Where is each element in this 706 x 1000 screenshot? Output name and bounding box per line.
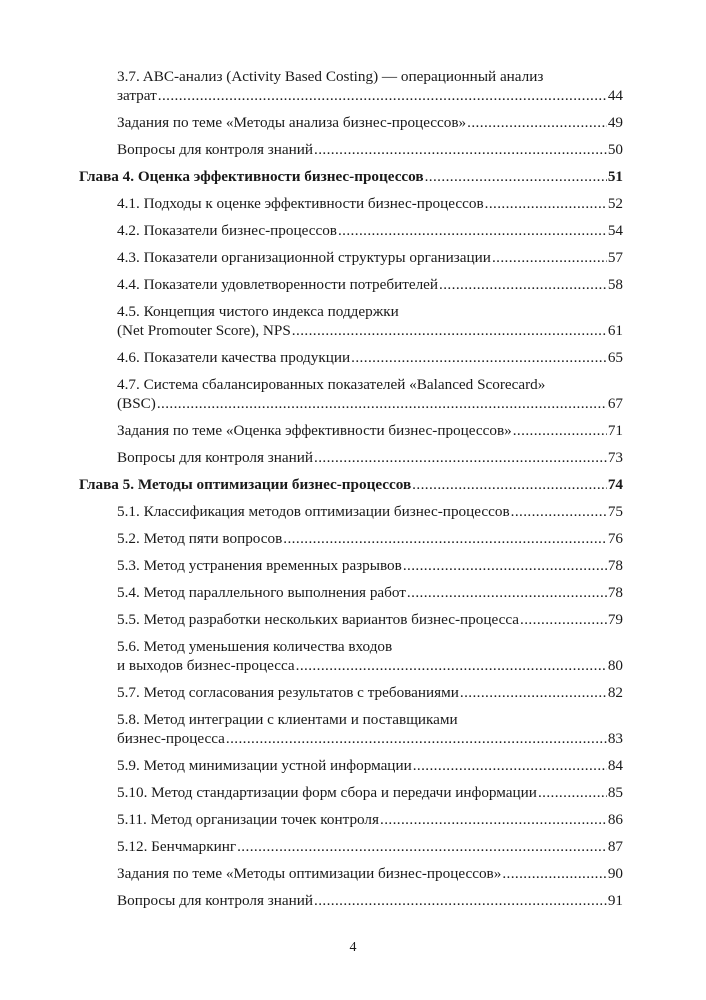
toc-entry-title: 5.10. Метод стандартизации форм сбора и передачи информации bbox=[117, 784, 537, 801]
dot-leader bbox=[511, 502, 607, 521]
toc-entry-line bbox=[117, 729, 623, 748]
toc-entry-line bbox=[117, 891, 623, 910]
toc-entry-title: (Net Promouter Score), NPS bbox=[117, 322, 291, 339]
dot-leader bbox=[292, 321, 607, 340]
toc-entry[interactable] bbox=[79, 302, 623, 340]
toc-entry-page: 61 bbox=[607, 322, 623, 339]
toc-entry[interactable] bbox=[79, 637, 623, 675]
dot-leader bbox=[492, 248, 607, 267]
toc-entry-line bbox=[117, 656, 623, 675]
toc-entry-title: Вопросы для контроля знаний bbox=[117, 892, 313, 909]
toc-entry-title: 4.2. Показатели бизнес-процессов bbox=[117, 222, 337, 239]
toc-chapter-entry[interactable] bbox=[79, 475, 623, 494]
dot-leader bbox=[513, 421, 607, 440]
dot-leader bbox=[485, 194, 607, 213]
toc-entry-line bbox=[117, 810, 623, 829]
toc-entry-line bbox=[117, 583, 623, 602]
dot-leader bbox=[314, 140, 607, 159]
toc-entry[interactable] bbox=[79, 864, 623, 883]
toc-entry-page: 49 bbox=[607, 114, 623, 131]
toc-entry-page: 57 bbox=[607, 249, 623, 266]
toc-entry-title: 5.5. Метод разработки нескольких вариантов бизнес-процесса bbox=[117, 611, 520, 628]
dot-leader bbox=[538, 783, 607, 802]
toc-entry-page: 75 bbox=[607, 503, 623, 520]
toc-chapter-entry[interactable] bbox=[79, 167, 623, 186]
toc-entry-page: 80 bbox=[607, 657, 623, 674]
toc-entry[interactable] bbox=[79, 113, 623, 132]
toc-entry-title: затрат bbox=[117, 87, 157, 104]
toc-entry-page: 85 bbox=[607, 784, 623, 801]
toc-entry[interactable] bbox=[79, 275, 623, 294]
dot-leader bbox=[467, 113, 607, 132]
toc-entry-page: 52 bbox=[607, 195, 623, 212]
toc-entry[interactable] bbox=[79, 502, 623, 521]
toc-entry-title: Глава 4. Оценка эффективности бизнес-процессов bbox=[79, 168, 424, 185]
dot-leader bbox=[413, 756, 607, 775]
dot-leader bbox=[296, 656, 607, 675]
toc-entry-page: 76 bbox=[607, 530, 623, 547]
toc-entry-page: 87 bbox=[607, 838, 623, 855]
toc-entry-line bbox=[117, 275, 623, 294]
toc-entry[interactable] bbox=[79, 140, 623, 159]
toc-entry-page: 91 bbox=[607, 892, 623, 909]
dot-leader bbox=[502, 864, 607, 883]
dot-leader bbox=[158, 86, 607, 105]
toc-entry[interactable] bbox=[79, 221, 623, 240]
toc-entry-line bbox=[117, 864, 623, 883]
dot-leader bbox=[314, 891, 607, 910]
table-of-contents bbox=[79, 67, 623, 918]
dot-leader bbox=[338, 221, 607, 240]
toc-entry-line bbox=[117, 140, 623, 159]
dot-leader bbox=[425, 167, 607, 186]
toc-entry-line bbox=[117, 610, 623, 629]
dot-leader bbox=[520, 610, 607, 629]
toc-entry-page: 54 bbox=[607, 222, 623, 239]
toc-entry[interactable] bbox=[79, 710, 623, 748]
toc-entry-title: 5.11. Метод организации точек контроля bbox=[117, 811, 379, 828]
toc-entry-title-first-line: 4.7. Система сбалансированных показателей «Balanced Scorecard» bbox=[117, 376, 546, 393]
dot-leader bbox=[314, 448, 607, 467]
toc-entry-page: 65 bbox=[607, 349, 623, 366]
toc-entry-line bbox=[117, 556, 623, 575]
toc-entry-line bbox=[117, 194, 623, 213]
dot-leader bbox=[380, 810, 607, 829]
toc-entry-line bbox=[117, 756, 623, 775]
toc-entry-page: 71 bbox=[607, 422, 623, 439]
toc-entry-title-first-line: 4.5. Концепция чистого индекса поддержки bbox=[117, 303, 399, 320]
toc-entry-title: 4.6. Показатели качества продукции bbox=[117, 349, 351, 366]
dot-leader bbox=[460, 683, 607, 702]
toc-entry-title: 5.7. Метод согласования результатов с требованиями bbox=[117, 684, 459, 701]
toc-entry-line bbox=[117, 837, 623, 856]
dot-leader bbox=[403, 556, 607, 575]
toc-entry[interactable] bbox=[79, 67, 623, 105]
toc-entry[interactable] bbox=[79, 610, 623, 629]
toc-entry-title: бизнес-процесса bbox=[117, 730, 225, 747]
toc-entry-page: 90 bbox=[607, 865, 623, 882]
toc-entry-line bbox=[117, 683, 623, 702]
toc-entry-line bbox=[117, 113, 623, 132]
toc-entry-page: 73 bbox=[607, 449, 623, 466]
toc-entry[interactable] bbox=[79, 683, 623, 702]
toc-entry-line bbox=[117, 502, 623, 521]
toc-entry-page: 82 bbox=[607, 684, 623, 701]
toc-entry-title-first-line: 3.7. ABC-анализ (Activity Based Costing) — операционный анализ bbox=[117, 68, 544, 85]
toc-entry-title: 5.9. Метод минимизации устной информации bbox=[117, 757, 412, 774]
dot-leader bbox=[407, 583, 607, 602]
toc-entry-title: 5.1. Классификация методов оптимизации бизнес-процессов bbox=[117, 503, 510, 520]
toc-entry[interactable] bbox=[79, 837, 623, 856]
dot-leader bbox=[412, 475, 607, 494]
toc-entry-line bbox=[117, 321, 623, 340]
toc-entry-line bbox=[117, 421, 623, 440]
toc-entry-line bbox=[117, 221, 623, 240]
page-number: 4 bbox=[349, 940, 357, 955]
toc-entry-page: 79 bbox=[607, 611, 623, 628]
toc-entry-line bbox=[117, 529, 623, 548]
toc-entry-title: 5.3. Метод устранения временных разрывов bbox=[117, 557, 402, 574]
toc-entry-page: 51 bbox=[607, 168, 623, 185]
toc-entry[interactable] bbox=[79, 891, 623, 910]
toc-entry[interactable] bbox=[79, 194, 623, 213]
toc-entry-title: Вопросы для контроля знаний bbox=[117, 449, 313, 466]
toc-entry-title: (BSC) bbox=[117, 395, 156, 412]
toc-entry[interactable] bbox=[79, 375, 623, 413]
toc-entry-page: 86 bbox=[607, 811, 623, 828]
toc-entry-page: 83 bbox=[607, 730, 623, 747]
toc-entry-line bbox=[117, 86, 623, 105]
dot-leader bbox=[439, 275, 607, 294]
dot-leader bbox=[283, 529, 607, 548]
toc-entry-page: 67 bbox=[607, 395, 623, 412]
toc-entry-title: 5.2. Метод пяти вопросов bbox=[117, 530, 283, 547]
dot-leader bbox=[237, 837, 607, 856]
toc-entry-title: и выходов бизнес-процесса bbox=[117, 657, 295, 674]
toc-entry[interactable] bbox=[79, 783, 623, 802]
toc-entry-title-first-line: 5.6. Метод уменьшения количества входов bbox=[117, 638, 393, 655]
toc-entry-line bbox=[117, 248, 623, 267]
toc-entry[interactable] bbox=[79, 421, 623, 440]
toc-entry-page: 50 bbox=[607, 141, 623, 158]
toc-entry[interactable] bbox=[79, 448, 623, 467]
toc-entry-line bbox=[117, 394, 623, 413]
toc-entry[interactable] bbox=[79, 556, 623, 575]
toc-entry-page: 58 bbox=[607, 276, 623, 293]
toc-entry-line bbox=[117, 448, 623, 467]
toc-entry-title-first-line: 5.8. Метод интеграции с клиентами и поставщиками bbox=[117, 711, 458, 728]
toc-entry[interactable] bbox=[79, 348, 623, 367]
toc-entry-title: Глава 5. Методы оптимизации бизнес-процессов bbox=[79, 476, 412, 493]
toc-entry[interactable] bbox=[79, 583, 623, 602]
toc-entry-title: Вопросы для контроля знаний bbox=[117, 141, 313, 158]
toc-entry-title: 4.3. Показатели организационной структуры организации bbox=[117, 249, 491, 266]
toc-entry-page: 74 bbox=[607, 476, 623, 493]
toc-entry-title: 5.4. Метод параллельного выполнения работ bbox=[117, 584, 406, 601]
toc-entry-title: Задания по теме «Оценка эффективности бизнес-процессов» bbox=[117, 422, 512, 439]
toc-entry-line bbox=[117, 783, 623, 802]
toc-entry[interactable] bbox=[79, 756, 623, 775]
toc-entry-title: 4.1. Подходы к оценке эффективности бизнес-процессов bbox=[117, 195, 484, 212]
toc-entry[interactable] bbox=[79, 810, 623, 829]
toc-entry-title: 4.4. Показатели удовлетворенности потребителей bbox=[117, 276, 439, 293]
toc-entry-line bbox=[79, 475, 623, 494]
toc-entry-title: Задания по теме «Методы анализа бизнес-процессов» bbox=[117, 114, 467, 131]
toc-entry-page: 84 bbox=[607, 757, 623, 774]
toc-entry-line bbox=[79, 167, 623, 186]
dot-leader bbox=[157, 394, 607, 413]
dot-leader bbox=[351, 348, 607, 367]
dot-leader bbox=[226, 729, 607, 748]
toc-entry-title: Задания по теме «Методы оптимизации бизнес-процессов» bbox=[117, 865, 502, 882]
toc-entry-line bbox=[117, 348, 623, 367]
toc-entry-page: 78 bbox=[607, 584, 623, 601]
toc-entry-title: 5.12. Бенчмаркинг bbox=[117, 838, 237, 855]
toc-entry[interactable] bbox=[79, 529, 623, 548]
toc-entry-page: 78 bbox=[607, 557, 623, 574]
toc-entry[interactable] bbox=[79, 248, 623, 267]
toc-entry-page: 44 bbox=[607, 87, 623, 104]
